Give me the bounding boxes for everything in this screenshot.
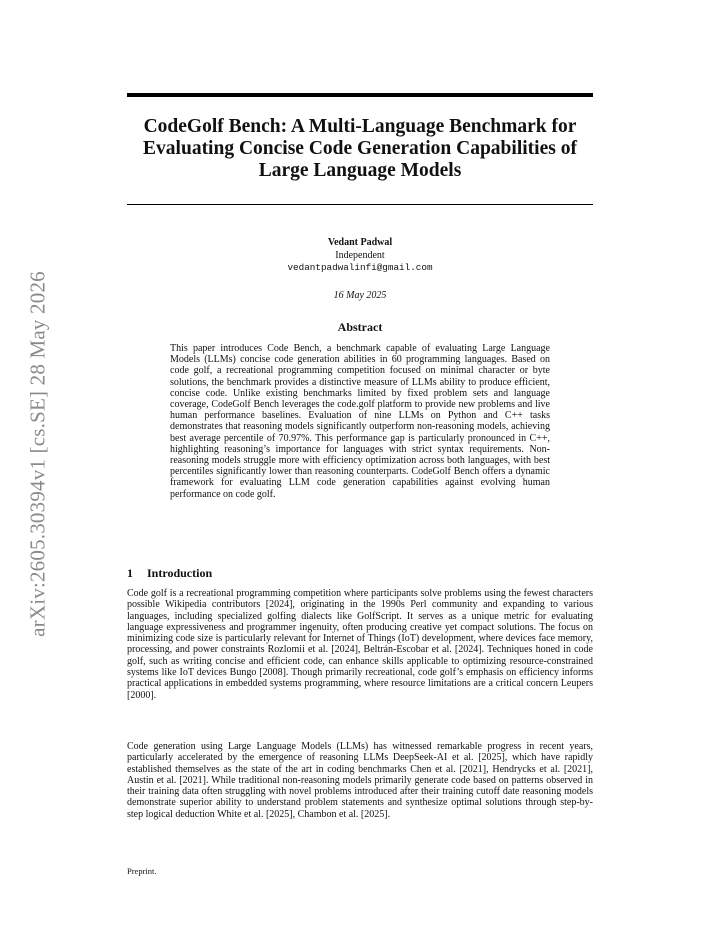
title-top-rule [127, 93, 593, 97]
intro-paragraph-1: Code golf is a recreational programming competition where participants solve problems using the fewest characters possible Wikipedia contributors [2024], originating in the 1990s Perl community and expanding to various languages, including specialized golfing dialects like GolfScript. It serves as a unique metric for evaluating language expressiveness and programmer ingenuity, often producing creative yet compact solutions. The focus on minimizing code size is particularly relevant for Internet of Things (IoT) development, where devices face memory, processing, and power constraints Rozlomii et al. [2024], Beltrán-Escobar et al. [2024]. Techniques honed in code golf, such as writing concise and efficient code, can enhance skills applicable to optimizing resource-constrained systems like IoT devices Bungo [2008]. Though primarily recreational, code golf’s emphasis on efficiency informs practical applications in embedded systems programming, where resource limitations are a critical concern Leupers [2000]. [127, 588, 593, 701]
author-block [127, 237, 593, 275]
abstract-text: This paper introduces Code Bench, a benchmark capable of evaluating Large Language Models (LLMs) concise code generation abilities in 60 programming languages. Based on code golf, a recreational programming competition focused on minimal character or byte solutions, the benchmark provides a distinctive measure of LLMs ability to produce efficient, concise code. Unlike existing benchmarks limited by fixed problem sets and language coverage, CodeGolf Bench leverages the code.golf platform to provide new problems and live human performance baselines. Evaluation of nine LLMs on Python and C++ tasks demonstrates that reasoning models significantly outperform non-reasoning models, achieving best average percentile of 70.97%. This performance gap is particularly pronounced in C++, highlighting reasoning’s importance for languages with strict syntax requirements. Non-reasoning models struggle more with efficiency optimization across both languages, with best percentiles significantly lower than reasoning counterparts. CodeGolf Bench offers a dynamic framework for evaluating LLM code generation capabilities against evolving human performance on code golf. [170, 343, 550, 500]
paper-title: CodeGolf Bench: A Multi-Language Benchmark for Evaluating Concise Code Generation Capabilities of Large Language Models [143, 116, 577, 181]
title-bottom-rule [127, 204, 593, 205]
intro-paragraph-2: Code generation using Large Language Models (LLMs) has witnessed remarkable progress in recent years, particularly accelerated by the emergence of reasoning LLMs DeepSeek-AI et al. [2025], which have rapidly established themselves as the state of the art in coding benchmarks Chen et al. [2021], Hendrycks et al. [2021], Austin et al. [2021]. While traditional non-reasoning models primarily generate code based on patterns observed in their training data often struggling with novel problems introduced after their training cutoff date reasoning models demonstrate superior ability to understand problem statements and synthesize optimal solutions through step-by-step logical deduction White et al. [2025], Chambon et al. [2025]. [127, 741, 593, 820]
author-affiliation: Independent [335, 249, 385, 261]
abstract-heading: Abstract [337, 320, 383, 334]
arxiv-identifier: arXiv:2605.30394v1 [cs.SE] 28 May 2026 [25, 271, 50, 637]
section-heading [127, 566, 212, 581]
paper-date: 16 May 2025 [333, 290, 387, 301]
section-title: Introduction [147, 566, 213, 580]
author-email: vedantpadwalinfi@gmail.com [287, 262, 433, 273]
author-name: Vedant Padwal [327, 237, 393, 248]
section-number: 1 [127, 566, 133, 580]
footer-note: Preprint. [127, 866, 157, 876]
